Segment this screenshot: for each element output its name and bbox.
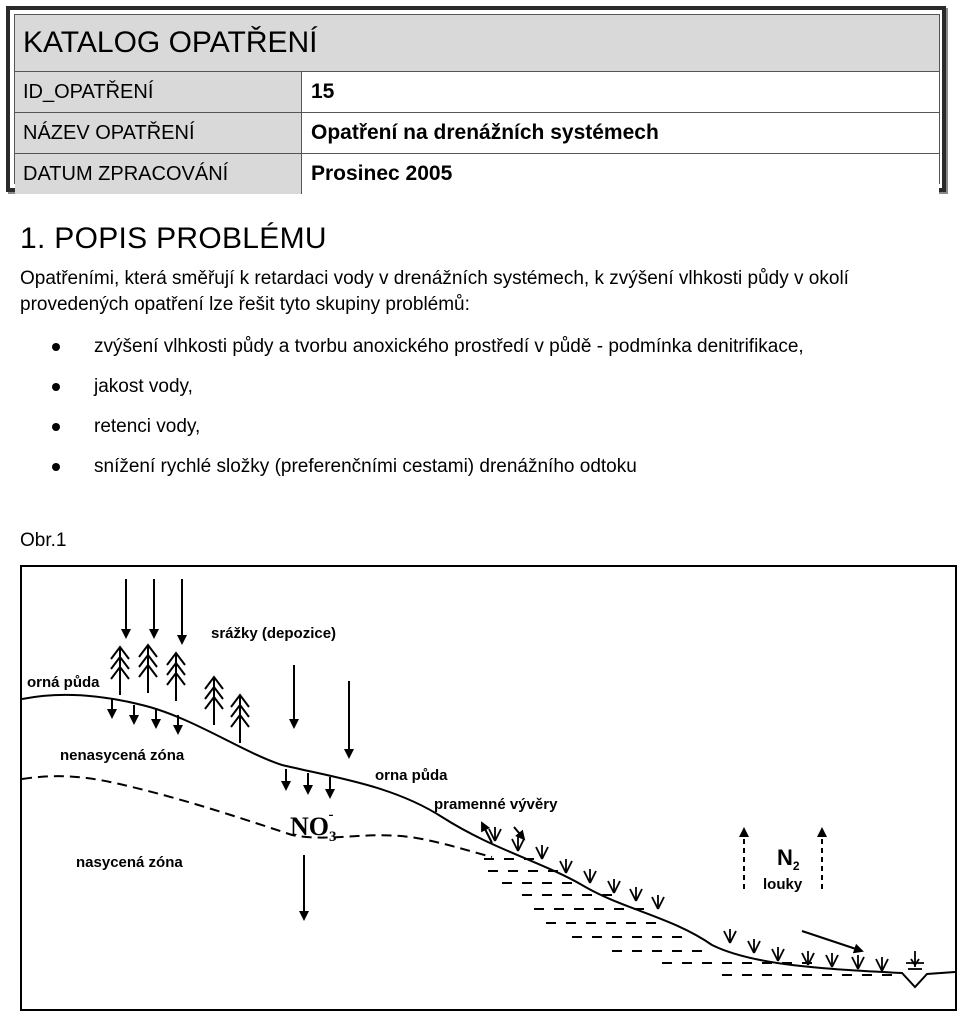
bullet-icon xyxy=(52,423,60,431)
saturated-zone-hatching xyxy=(484,859,892,975)
catalog-title: KATALOG OPATŘENÍ xyxy=(15,15,939,72)
saturated-zone-label: nasycená zóna xyxy=(76,854,183,871)
section-paragraph: Opatřeními, která směřují k retardaci vody v drenážních systémech, k zvýšení vlhkosti půdy v okolí provedených opatření lze řešit tyto skupiny problémů: xyxy=(20,268,849,315)
nitrate-label: $NO_3-$ xyxy=(290,807,337,845)
figure-label: Obr.1 xyxy=(20,530,67,551)
diagram-canvas xyxy=(22,567,955,1009)
forest-trees-icon xyxy=(111,645,249,743)
bullet-icon xyxy=(52,463,60,471)
arable-soil-label-2: orna půda xyxy=(375,767,448,784)
bullet-icon xyxy=(52,383,60,391)
problem-list xyxy=(52,331,804,491)
water-table-line xyxy=(22,776,492,857)
header-inner xyxy=(14,14,940,184)
precipitation-label: srážky (depozice) xyxy=(211,625,337,642)
spring-outflow-arrows xyxy=(482,823,862,951)
springs-label: pramenné vývěry xyxy=(434,796,558,813)
drainage-diagram xyxy=(20,565,957,1011)
row-date xyxy=(15,154,939,194)
row-name-value: Opatření na drenážních systémech xyxy=(301,113,939,153)
nitrogen-label: $N_2$ xyxy=(777,845,800,873)
row-id xyxy=(15,72,939,113)
water-level-icon xyxy=(906,951,924,969)
list-item-text: snížení rychlé složky (preferenčními cestami) drenážního odtoku xyxy=(94,456,637,477)
row-name-label: NÁZEV OPATŘENÍ xyxy=(23,122,195,144)
row-id-label: ID_OPATŘENÍ xyxy=(23,81,154,103)
row-name xyxy=(15,113,939,154)
precipitation-arrows xyxy=(126,579,349,757)
list-item xyxy=(52,371,804,411)
meadows-label: louky xyxy=(763,876,803,893)
grass-icons xyxy=(489,827,888,971)
bullet-icon xyxy=(52,343,60,351)
row-date-value: Prosinec 2005 xyxy=(301,154,939,194)
list-item xyxy=(52,411,804,451)
list-item xyxy=(52,331,804,371)
list-item xyxy=(52,451,804,491)
unsaturated-zone-label: nenasycená zóna xyxy=(60,747,185,764)
row-date-label: DATUM ZPRACOVÁNÍ xyxy=(23,163,229,185)
row-id-value: 15 xyxy=(301,72,939,112)
list-item-text: retenci vody, xyxy=(94,416,201,437)
list-item-text: jakost vody, xyxy=(94,376,193,397)
section-title: 1. POPIS PROBLÉMU xyxy=(20,222,327,255)
list-item-text: zvýšení vlhkosti půdy a tvorbu anoxického prostředí v půdě - podmínka denitrifikace, xyxy=(94,336,804,357)
arable-soil-label: orná půda xyxy=(27,674,100,691)
infiltration-arrows xyxy=(112,699,330,919)
catalog-header-table xyxy=(6,6,946,192)
terrain-surface xyxy=(22,695,955,987)
